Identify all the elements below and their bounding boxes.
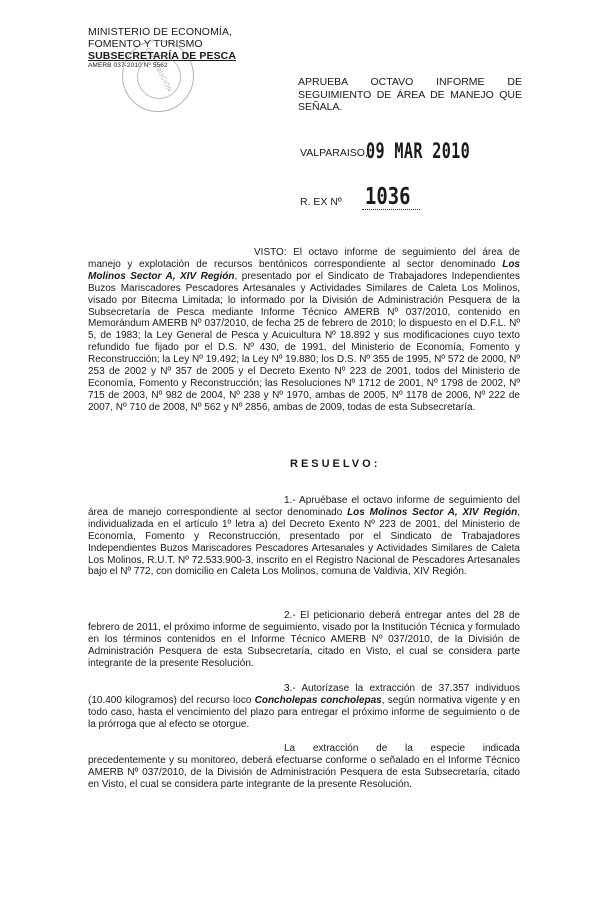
resolution-item-3-continued: La extracción de la especie indicada precedentemente y su monitoreo, deberá efectuarse conforme o señalado en el Informe Técnico AMERB Nº 037/2010, de la División de Administración Pesquera de esta Subsecretaría, citado en Visto, el cual se considera parte integrante de la presente Resolución. — [88, 743, 520, 790]
sector-name: Los Molinos Sector A, XIV Región — [347, 506, 518, 518]
rex-label: R. EX Nº — [300, 196, 342, 208]
resolution-item-3: 3.- Autorízase la extracción de 37.357 individuos (10.400 kilogramos) del recurso loco Concholepas concholepas, según normativa vigente y en todo caso, hasta el vencimiento del plazo para entregar el próximo informe de seguimiento o de la prórroga que al efecto se otorgue. — [88, 683, 520, 730]
document-subject: APRUEBA OCTAVO INFORME DE SEGUIMIENTO DE ÁREA DE MANEJO QUE SEÑALA. — [298, 76, 522, 113]
document-date: 09 MAR 2010 — [366, 139, 471, 163]
distribution-stamp — [122, 40, 194, 112]
sector-name: Los Molinos Sector A, XIV Región — [88, 258, 520, 282]
reference-code: AMERB 037-2010 Nº 5562 — [88, 62, 168, 69]
species-name: Concholepas concholepas — [254, 694, 382, 706]
ministry-name: MINISTERIO DE ECONOMÍA, — [88, 26, 233, 38]
place-label: VALPARAISO, — [300, 147, 368, 159]
ministry-name-2: FOMENTO Y TURISMO — [88, 38, 203, 50]
subsecretaria-name: SUBSECRETARÍA DE PESCA — [88, 50, 237, 62]
rex-number: 1036 — [365, 184, 411, 210]
resuelvo-heading: RESUELVO: — [290, 458, 381, 470]
rex-underline — [362, 209, 420, 210]
visto-paragraph: VISTO: El octavo informe de seguimiento del área de manejo y explotación de recursos bentónicos correspondiente al sector denominado Los Molinos Sector A, XIV Región, presentado por el Sindicato de Trabajadores Independientes Buzos Mariscadores Pescadores Artesanales y Actividades Similares de Caleta Los Molinos, visado por Bitecma Limitada; lo informado por la División de Administración Pesquera de la Subsecretaría de Pesca mediante Informe Técnico AMERB Nº 037/2010, contenido en Memorándum AMERB Nº 037/2010, de fecha 25 de febrero de 2010; lo dispuesto en el D.F.L. Nº 5, de 1983; la Ley General de Pesca y Acuicultura Nº 18.892 y sus modificaciones cuyo texto refundido fue fijado por el D.S. Nº 430, de 1991, del Ministerio de Economía, Fomento y Reconstrucción; la Ley Nº 19.492; la Ley Nº 19.880; los D.S. Nº 355 de 1995, Nº 572 de 2000, Nº 253 de 2002 y Nº 357 de 2005 y el Decreto Exento Nº 223 de 2001, todos del Ministerio de Economía, Fomento y Reconstrucción; las Resoluciones Nº 1712 de 2001, Nº 1798 de 2002, Nº 715 de 2003, Nº 982 de 2004, Nº 238 y Nº 1970, ambas de 2005, Nº 1178 de 2006, Nº 222 de 2007, Nº 710 de 2008, Nº 562 y Nº 2856, ambas de 2009, todas de esta Subsecretaría. — [88, 247, 520, 413]
resolution-item-2: 2.- El peticionario deberá entregar antes del 28 de febrero de 2011, el próximo informe de seguimiento, visado por la Institución Técnica y formulado en los términos contenidos en el Informe Técnico AMERB Nº 037/2010, de la División de Administración Pesquera de esta Subsecretaría, citado en Visto, el cual se considera parte integrante de la presente Resolución. — [88, 610, 520, 669]
resolution-item-1: 1.- Apruébase el octavo informe de seguimiento del área de manejo correspondiente al sector denominado Los Molinos Sector A, XIV Región, individualizada en el artículo 1º letra a) del Decreto Exento Nº 223 de 2001, del Ministerio de Economía, Fomento y Reconstrucción, presentado por el Sindicato de Trabajadores Independientes Buzos Mariscadores Pescadores Artesanales y Actividades Similares de Caleta Los Molinos, R.U.T. Nº 72.533.900-3, inscrito en el Registro Nacional de Pescadores Artesanales bajo el Nº 772, con domicilio en Caleta Los Molinos, comuna de Valdivia, XIV Región. — [88, 495, 521, 578]
stamp-text: DISTRIBUCIÓN — [143, 46, 173, 94]
